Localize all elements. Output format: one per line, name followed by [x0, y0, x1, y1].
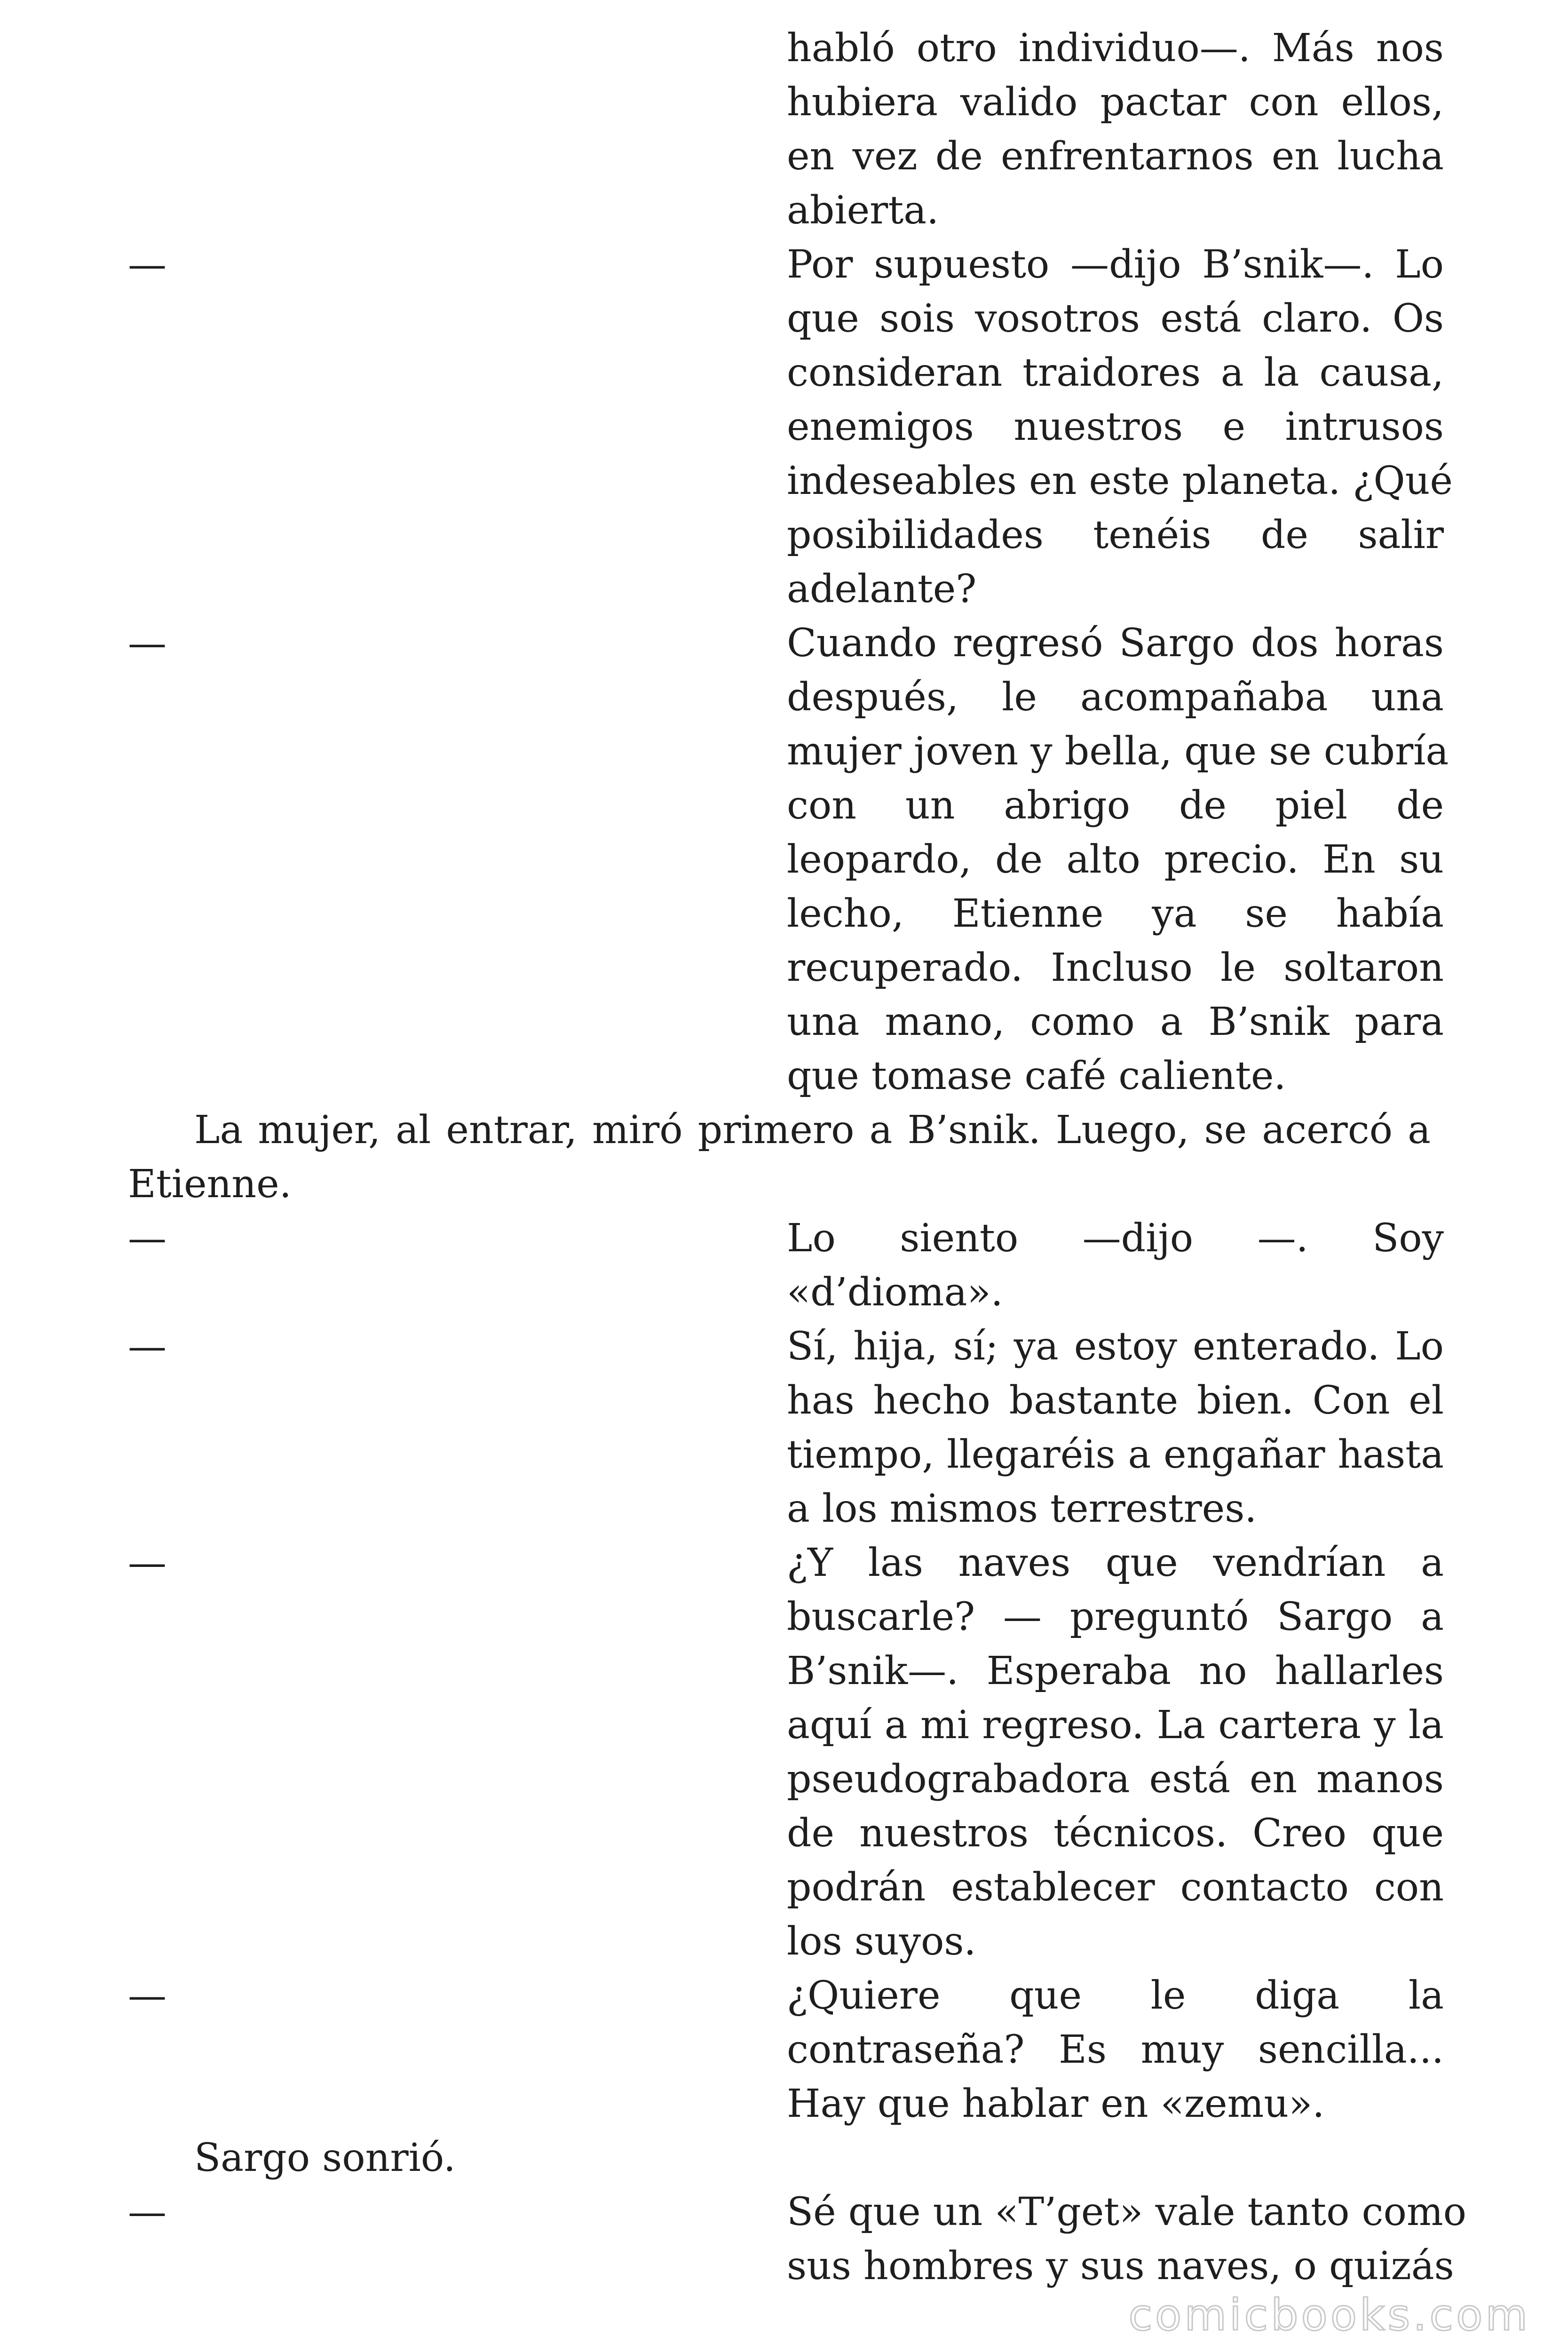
text-line: «d’dioma». — [787, 1270, 1003, 1315]
text-line: Etienne. — [128, 1162, 292, 1207]
dialogue-text — [787, 21, 1444, 238]
dialogue-text — [787, 1536, 1444, 1969]
text-line: posibilidades tenéis de salir — [787, 513, 1444, 557]
text-line: La mujer, al entrar, miró primero a B’snik. Luego, se acercó a — [194, 1108, 1431, 1152]
text-line: que tomase café caliente. — [787, 1054, 1286, 1098]
text-line: podrán establecer contacto con — [787, 1865, 1444, 1910]
text-line: ¿Quiere que le diga la — [787, 1973, 1444, 2018]
narrative-paragraph — [0, 1103, 1568, 1211]
dialogue-text — [787, 1319, 1444, 1536]
text-line: enemigos nuestros e intrusos — [787, 405, 1444, 449]
text-line: los suyos. — [787, 1919, 976, 1964]
text-line: con un abrigo de piel de — [787, 783, 1444, 828]
text-line: de nuestros técnicos. Creo que — [787, 1811, 1444, 1856]
text-line: Cuando regresó Sargo dos horas — [787, 621, 1444, 666]
dialogue-entry — [0, 2185, 1568, 2293]
text-line: después, le acompañaba una — [787, 675, 1444, 720]
dialogue-dash: — — [128, 1973, 166, 2018]
dialogue-entry — [0, 1969, 1568, 2131]
text-line: abierta. — [787, 188, 939, 233]
text-line: Hay que hablar en «zemu». — [787, 2082, 1325, 2126]
text-line: Lo siento —dijo —. Soy — [787, 1216, 1444, 1261]
text-line: a los mismos terrestres. — [787, 1486, 1257, 1531]
text-line: Por supuesto —dijo B’snik—. Lo — [787, 242, 1444, 287]
text-line: una mano, como a B’snik para — [787, 1000, 1444, 1044]
dialogue-text — [787, 1211, 1444, 1319]
text-line: adelante? — [787, 567, 977, 612]
text-line: aquí a mi regreso. La cartera y la — [787, 1703, 1444, 1748]
text-line: indeseables en este planeta. ¿Qué — [787, 459, 1453, 503]
dialogue-dash: — — [128, 2190, 166, 2234]
text-line: mujer joven y bella, que se cubría — [787, 729, 1449, 774]
text-line: Sargo sonrió. — [194, 2136, 456, 2180]
text-line: sus hombres y sus naves, o quizás — [787, 2244, 1454, 2288]
dialogue-dash: — — [128, 242, 166, 287]
dialogue-dash: — — [128, 1324, 166, 1369]
dialogue-text — [787, 2185, 1466, 2293]
text-line: en vez de enfrentarnos en lucha — [787, 134, 1444, 179]
text-line: consideran traidores a la causa, — [787, 350, 1444, 395]
text-line: buscarle? — preguntó Sargo a — [787, 1595, 1444, 1639]
dialogue-dash: — — [128, 621, 166, 666]
dialogue-entry — [0, 616, 1568, 1103]
text-line: hubiera valido pactar con ellos, — [787, 80, 1444, 125]
text-line: lecho, Etienne ya se había — [787, 891, 1444, 936]
dialogue-entry — [0, 1536, 1568, 1969]
dialogue-text — [787, 238, 1453, 616]
dialogue-dash: — — [128, 1541, 166, 1585]
text-line: Sí, hija, sí; ya estoy enterado. Lo — [787, 1324, 1444, 1369]
text-line: que sois vosotros está claro. Os — [787, 296, 1444, 341]
text-line: tiempo, llegaréis a engañar hasta — [787, 1432, 1444, 1477]
text-line: habló otro individuo—. Más nos — [787, 26, 1444, 71]
dialogue-entry — [0, 0, 1568, 238]
text-line: pseudograbadora está en manos — [787, 1757, 1444, 1802]
dialogue-entry — [0, 1211, 1568, 1319]
text-line: has hecho bastante bien. Con el — [787, 1378, 1444, 1423]
text-line: recuperado. Incluso le soltaron — [787, 946, 1444, 990]
narrative-paragraph — [0, 2131, 1568, 2185]
dialogue-entry — [0, 1319, 1568, 1536]
text-line: B’snik—. Esperaba no hallarles — [787, 1649, 1444, 1693]
dialogue-text — [787, 1969, 1444, 2131]
dialogue-entry — [0, 238, 1568, 616]
text-line: leopardo, de alto precio. En su — [787, 837, 1444, 882]
watermark-logo: comicbooks.com — [1128, 2290, 1530, 2340]
dialogue-text — [787, 616, 1449, 1103]
text-line: contraseña? Es muy sencilla... — [787, 2027, 1444, 2072]
text-line: ¿Y las naves que vendrían a — [787, 1541, 1444, 1585]
text-line: Sé que un «T’get» vale tanto como — [787, 2190, 1466, 2234]
dialogue-dash: — — [128, 1216, 166, 1261]
